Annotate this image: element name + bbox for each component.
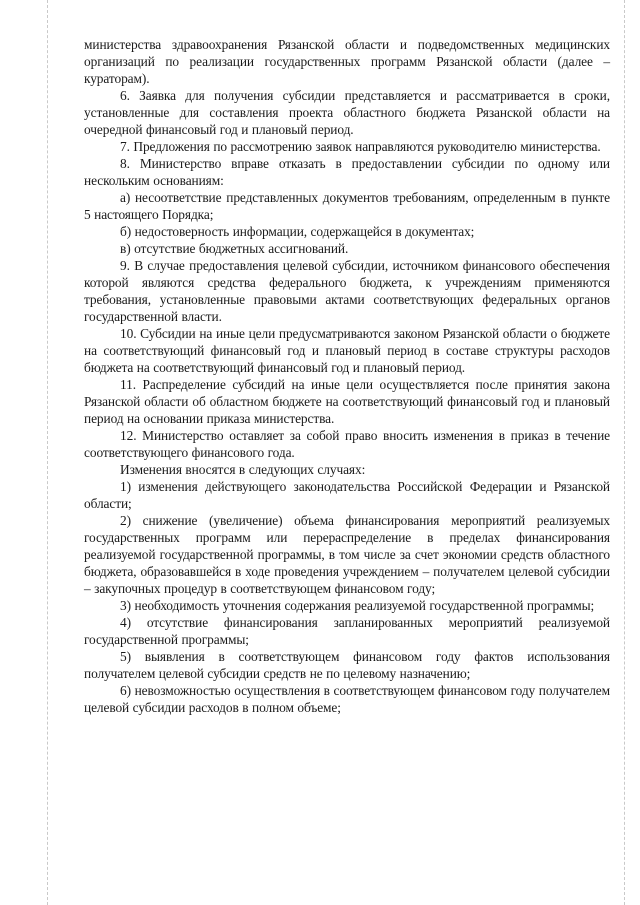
paragraph: 2) снижение (увеличение) объема финансирования мероприятий реализуемых государственных программ или перераспределение в пределах финансирования реализуемой государственной программы, в том числе за счет экономии средств областного бюджета, образовавшейся в ходе проведения учреждением – получателем целевой субсидии – закупочных процедур в соответствующем финансовом году; [84, 513, 610, 596]
paragraph: б) недостоверность информации, содержащейся в документах; [120, 224, 475, 239]
paragraph: 7. Предложения по рассмотрению заявок направляются руководителю министерства. [120, 139, 601, 154]
paragraph: министерства здравоохранения Рязанской области и подведомственных медицинских организаций по реализации государственных программ Рязанской области (далее – кураторам). [84, 37, 610, 86]
paragraph: 12. Министерство оставляет за собой право вносить изменения в приказ в течение соответствующего финансового года. [84, 428, 610, 460]
paragraph: 5) выявления в соответствующем финансовом году фактов использования получателем целевой субсидии средств не по целевому назначению; [84, 649, 610, 681]
paragraph: 6) невозможностью осуществления в соответствующем финансовом году получателем целевой субсидии расходов в полном объеме; [84, 683, 610, 715]
paragraph: 6. Заявка для получения субсидии представляется и рассматривается в сроки, установленные для составления проекта областного бюджета Рязанской области на очередной финансовый год и плановый период. [84, 88, 610, 137]
paragraph: 1) изменения действующего законодательства Российской Федерации и Рязанской области; [84, 479, 610, 511]
paragraph: в) отсутствие бюджетных ассигнований. [120, 241, 349, 256]
paragraph: Изменения вносятся в следующих случаях: [120, 462, 366, 477]
paragraph: 8. Министерство вправе отказать в предоставлении субсидии по одному или нескольким основаниям: [84, 156, 610, 188]
paragraph: 3) необходимость уточнения содержания реализуемой государственной программы; [120, 598, 595, 613]
paragraph: а) несоответствие представленных документов требованиям, определенным в пункте 5 настоящего Порядка; [84, 190, 610, 222]
paragraph: 11. Распределение субсидий на иные цели осуществляется после принятия закона Рязанской области об областном бюджете на соответствующий финансовый год и плановый период на основании приказа министерства. [84, 377, 610, 426]
scan-margin-line-right [624, 0, 625, 905]
document-body [84, 36, 610, 716]
scan-margin-line-left [47, 0, 48, 905]
paragraph: 9. В случае предоставления целевой субсидии, источником финансового обеспечения которой являются средства федерального бюджета, к учреждениям применяются требования, установленные правовыми актами соответствующих федеральных органов государственной власти. [84, 258, 610, 324]
paragraph: 10. Субсидии на иные цели предусматриваются законом Рязанской области о бюджете на соответствующий финансовый год и плановый период в составе структуры расходов бюджета на соответствующий финансовый год и плановый период. [84, 326, 610, 375]
paragraph: 4) отсутствие финансирования запланированных мероприятий реализуемой государственной программы; [84, 615, 610, 647]
